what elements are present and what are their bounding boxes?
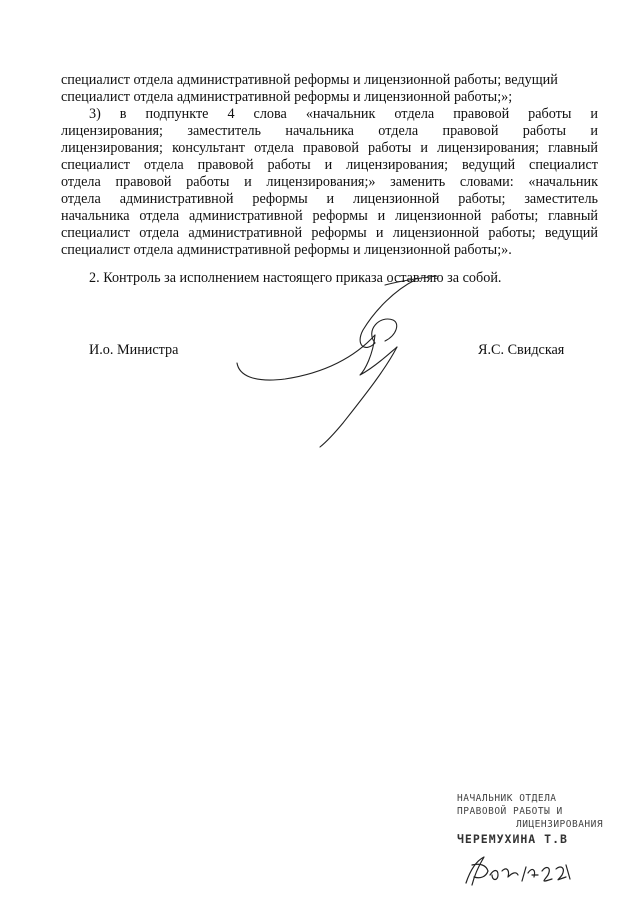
body-line-3: 3) в подпункте 4 слова «начальник отдела правовой работы и <box>89 106 598 122</box>
body-line-5: лицензирования; консультант отдела правовой работы и лицензирования; главный <box>61 140 598 156</box>
body-line-2: специалист отдела административной реформы и лицензионной работы;»; <box>61 89 513 105</box>
body-line-4: лицензирования; заместитель начальника отдела правовой работы и <box>61 123 598 139</box>
stamp-line-4: ЧЕРЕМУХИНА Т.В <box>457 832 568 846</box>
signatory-name: Я.С. Свидская <box>478 342 565 358</box>
body-line-7: отдела правовой работы и лицензирования;» заменить словами: «начальник <box>61 174 598 190</box>
handwritten-initials <box>462 853 577 891</box>
body-line-6: специалист отдела правовой работы и лицензирования; ведущий специалист <box>61 157 598 173</box>
stamp-line-2: ПРАВОВОЙ РАБОТЫ И <box>457 806 563 817</box>
approval-stamp <box>457 792 603 846</box>
body-line-1: специалист отдела административной реформы и лицензионной работы; ведущий <box>61 72 558 88</box>
control-clause: 2. Контроль за исполнением настоящего приказа оставляю за собой. <box>89 270 502 286</box>
body-line-11: специалист отдела административной реформы и лицензионной работы;». <box>61 242 512 258</box>
stamp-line-3: ЛИЦЕНЗИРОВАНИЯ <box>516 819 604 830</box>
stamp-line-1: НАЧАЛЬНИК ОТДЕЛА <box>457 793 557 804</box>
signatory-role: И.о. Министра <box>89 342 179 358</box>
body-line-10: специалист отдела административной реформы и лицензионной работы; ведущий <box>61 225 598 241</box>
handwritten-signature <box>225 275 555 460</box>
body-line-8: отдела административной реформы и лицензионной работы; заместитель <box>61 191 598 207</box>
body-line-9: начальника отдела административной реформы и лицензионной работы; главный <box>61 208 598 224</box>
